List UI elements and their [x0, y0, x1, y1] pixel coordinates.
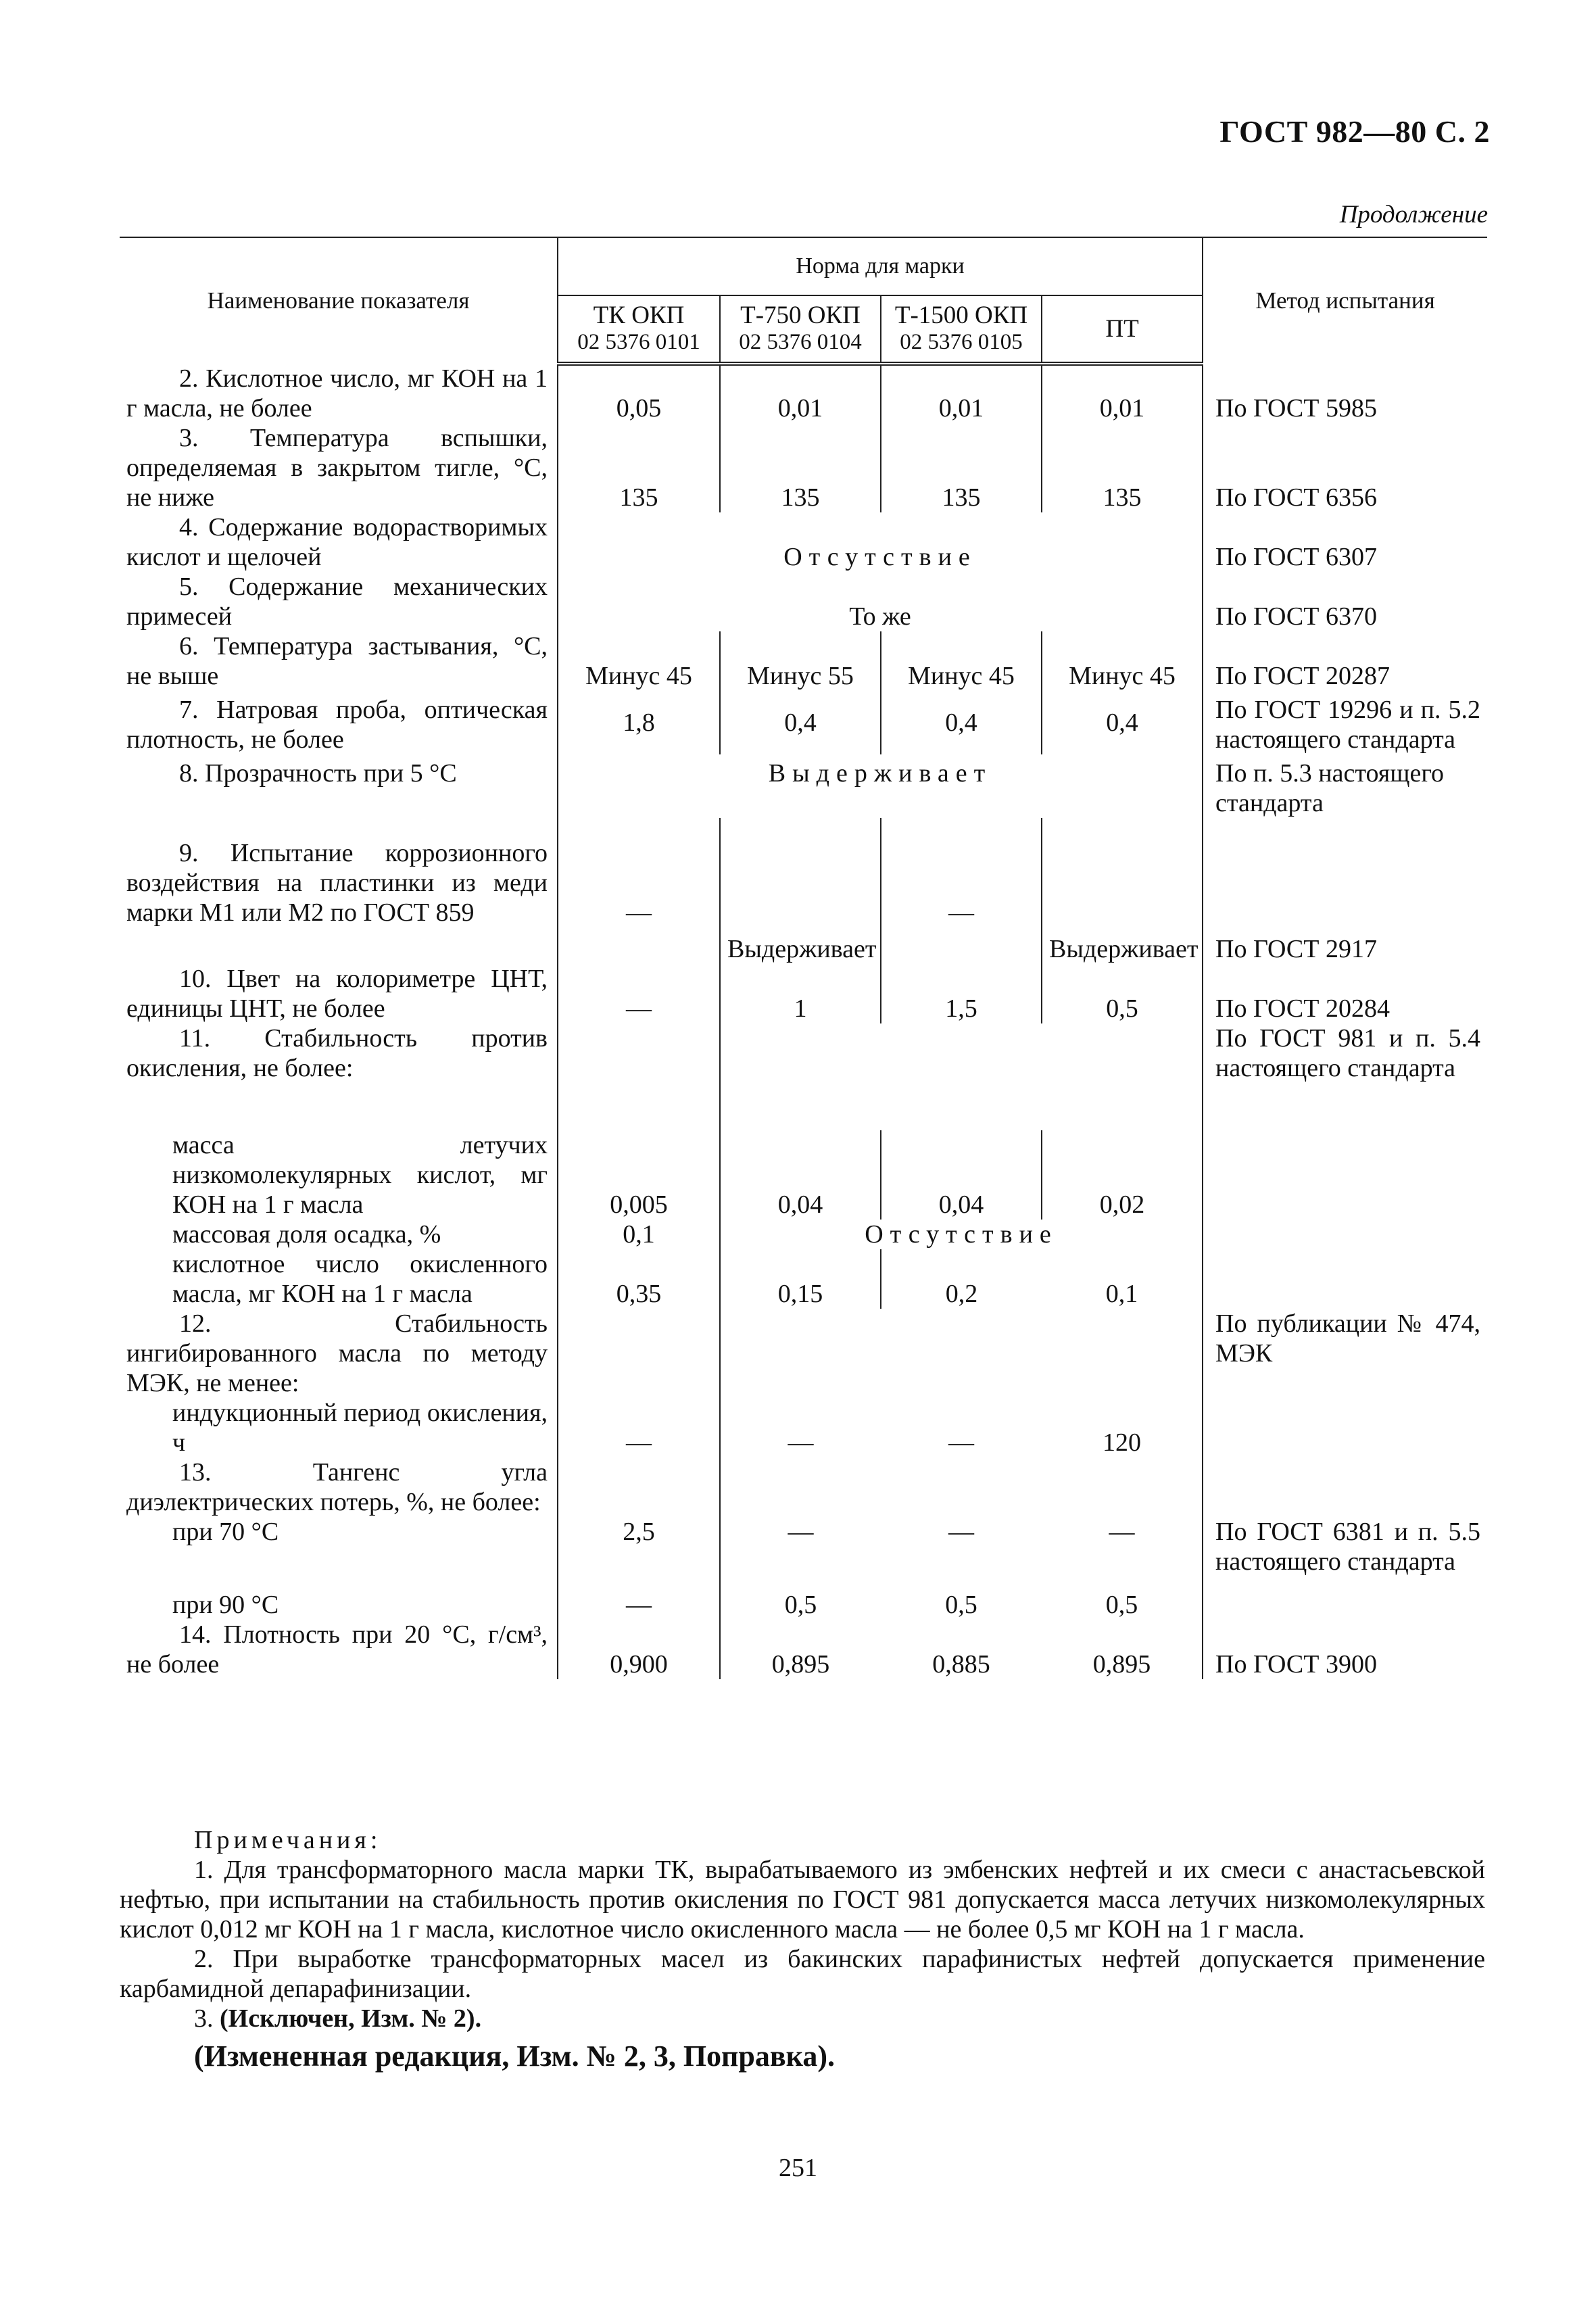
value-t1500: — [881, 818, 1042, 964]
test-method: По ГОСТ 3900 [1203, 1620, 1487, 1679]
value-pt: Выдерживает [1042, 818, 1203, 964]
note-1: 1. Для трансформаторного масла марки ТК, вырабатываемого из эмбенских нефтей и их смеси с анастасьевской нефтью, при испытании на стабильность против окисления по ГОСТ 981 допускается масса летучих низкомолекулярных кислот 0,012 мг КОН на 1 г масла, кислотное число окисленного масла — не более 0,5 мг КОН на 1 г масла. [120, 1856, 1485, 1944]
table-row [120, 1023, 1487, 1130]
test-method: По ГОСТ 6356 [1203, 423, 1487, 512]
page-number: 251 [779, 2154, 817, 2182]
value-pt: 0,4 [1042, 691, 1203, 754]
document-reference: ГОСТ 982—80 С. 2 [1219, 114, 1490, 149]
indicator-name: 14. Плотность при 20 °С, г/см³, не более [126, 1620, 548, 1679]
value-tk: 0,35 [558, 1249, 720, 1309]
indicator-name: 12. Стабильность ингибированного масла по методу МЭК, не менее: [126, 1309, 548, 1397]
grade-header-t1500: Т-1500 ОКП 02 5376 0105 [881, 295, 1042, 364]
indicator-name: индукционный период окисления, ч [172, 1399, 548, 1457]
value-tk: 0,05 [558, 364, 720, 423]
value-pt: 0,5 [1105, 1591, 1138, 1619]
value-t750: — [720, 1517, 881, 1590]
value-t1500: Минус 45 [881, 631, 1042, 691]
table-row [120, 1457, 1487, 1517]
test-method: По п. 5.3 настоящего стандарта [1203, 754, 1487, 818]
value-pt: 0,02 [1042, 1130, 1203, 1220]
table-row [120, 631, 1487, 691]
value-tk: — [558, 1398, 720, 1457]
table-row [120, 691, 1487, 754]
col-header-name: Наименование показателя [120, 237, 558, 364]
value-t1500: 1,5 [881, 964, 1042, 1023]
value-t1500: 0,4 [881, 691, 1042, 754]
test-method: По ГОСТ 19296 и п. 5.2 настоящего стандарта [1203, 691, 1487, 754]
value-tk: — [558, 1590, 720, 1620]
value-pt: Минус 45 [1042, 631, 1203, 691]
value-t750: 0,5 [720, 1590, 881, 1620]
table-row [120, 1517, 1487, 1590]
notes-section [120, 1825, 1485, 2071]
value-pt: 120 [1103, 1428, 1142, 1457]
col-header-method: Метод испытания [1203, 237, 1487, 364]
note-2: 2. При выработке трансформаторных масел из бакинских парафинистых нефтей допускается применение карбамидной депарафинизации. [120, 1945, 1485, 2003]
value-tk: — [558, 964, 720, 1023]
specification-table [120, 237, 1487, 1679]
indicator-name: при 70 °С [172, 1518, 279, 1546]
value-t1500: — [948, 1518, 974, 1546]
value-t750: 135 [720, 423, 881, 512]
test-method: По ГОСТ 20284 [1203, 964, 1487, 1023]
value-t750: 0,895 [720, 1620, 881, 1679]
indicator-name: 11. Стабильность против окисления, не более: [126, 1024, 548, 1082]
col-header-norm: Норма для марки [558, 237, 1203, 295]
table-row [120, 512, 1487, 572]
merged-value: То же [558, 572, 1203, 631]
value-t750: 0,15 [720, 1249, 881, 1309]
table-row [120, 1590, 1487, 1620]
value-tk: — [558, 818, 720, 964]
indicator-name: масса летучих низкомолекулярных кислот, мг КОН на 1 г масла [172, 1131, 548, 1219]
value-t750: 1 [720, 964, 881, 1023]
value-t750: Выдерживает [720, 818, 881, 964]
value-t1500: 0,01 [881, 364, 1042, 423]
indicator-name: 6. Температура застывания, °С, не выше [126, 632, 548, 690]
table-row [120, 1309, 1487, 1398]
table-row [120, 1398, 1487, 1457]
value-t750: — [720, 1398, 881, 1457]
value-t1500: — [948, 1428, 974, 1457]
amendment-note: (Измененная редакция, Изм. № 2, 3, Поправка). [194, 2040, 835, 2073]
grade-header-t750: Т-750 ОКП 02 5376 0104 [720, 295, 881, 364]
test-method: По публикации № 474, МЭК [1203, 1309, 1487, 1398]
indicator-name: 2. Кислотное число, мг КОН на 1 г масла, не более [126, 364, 548, 423]
value-pt: 0,5 [1042, 964, 1203, 1023]
merged-value: Выдерживает [558, 754, 1203, 818]
indicator-name: кислотное число окисленного масла, мг КОН на 1 г масла [172, 1250, 548, 1308]
indicator-name: 13. Тангенс угла диэлектрических потерь, %, не более: [126, 1458, 548, 1516]
table-row [120, 754, 1487, 818]
test-method: По ГОСТ 6381 и п. 5.5 настоящего стандарта [1203, 1517, 1487, 1590]
value-pt: 0,01 [1042, 364, 1203, 423]
value-tk: Минус 45 [558, 631, 720, 691]
test-method: По ГОСТ 981 и п. 5.4 настоящего стандарта [1203, 1023, 1487, 1130]
table-row [120, 1620, 1487, 1679]
indicator-name: 4. Содержание водорастворимых кислот и щелочей [126, 513, 548, 571]
table-row [120, 1249, 1487, 1309]
indicator-name: 9. Испытание коррозионного воздействия на пластинки из меди марки М1 или М2 по ГОСТ 859 [126, 839, 548, 927]
test-method: По ГОСТ 20287 [1203, 631, 1487, 691]
value-tk: 135 [558, 423, 720, 512]
value-t750: 0,4 [720, 691, 881, 754]
value-t1500: 135 [881, 423, 1042, 512]
table-row [120, 1130, 1487, 1220]
table-row [120, 423, 1487, 512]
value-t750: 0,01 [720, 364, 881, 423]
value-pt: 0,895 [1092, 1650, 1151, 1679]
value-t1500: 0,04 [881, 1130, 1042, 1220]
merged-value: Отсутствие [720, 1220, 1203, 1249]
test-method: По ГОСТ 6307 [1203, 512, 1487, 572]
table-row [120, 818, 1487, 964]
indicator-name: массовая доля осадка, % [172, 1220, 441, 1249]
test-method: По ГОСТ 2917 [1203, 818, 1487, 964]
note-3: 3. (Исключен, Изм. № 2). [194, 2004, 482, 2033]
indicator-name: 8. Прозрачность при 5 °С [179, 759, 457, 788]
continuation-label: Продолжение [1339, 201, 1488, 228]
indicator-name: 7. Натровая проба, оптическая плотность, не более [126, 696, 548, 754]
test-method: По ГОСТ 5985 [1203, 364, 1487, 423]
grade-header-tk: ТК ОКП 02 5376 0101 [558, 295, 720, 364]
value-tk: 0,005 [558, 1130, 720, 1220]
indicator-name: 10. Цвет на колориметре ЦНТ, единицы ЦНТ, не более [126, 965, 548, 1023]
table-row [120, 1220, 1487, 1249]
value-tk: 1,8 [558, 691, 720, 754]
value-t750: Минус 55 [720, 631, 881, 691]
table-row [120, 964, 1487, 1023]
test-method: По ГОСТ 6370 [1203, 572, 1487, 631]
indicator-name: 5. Содержание механических примесей [126, 573, 548, 631]
indicator-name: при 90 °С [172, 1591, 279, 1619]
table-row [120, 364, 1487, 423]
value-t1500: 0,2 [881, 1249, 1042, 1309]
value-t1500: 0,885 [932, 1650, 990, 1679]
value-tk: 0,1 [558, 1220, 720, 1249]
indicator-name: 3. Температура вспышки, определяемая в закрытом тигле, °С, не ниже [126, 424, 548, 512]
value-pt: 0,1 [1105, 1280, 1138, 1308]
value-pt: — [1109, 1518, 1135, 1546]
value-tk: 2,5 [558, 1517, 720, 1590]
grade-header-pt: ПТ [1042, 295, 1203, 364]
value-t1500: 0,5 [945, 1591, 977, 1619]
notes-title: Примечания: [194, 1826, 382, 1854]
value-t750: 0,04 [720, 1130, 881, 1220]
table-row [120, 572, 1487, 631]
merged-value: Отсутствие [558, 512, 1203, 572]
value-tk: 0,900 [558, 1620, 720, 1679]
value-pt: 135 [1042, 423, 1203, 512]
specification-table-container [120, 237, 1487, 1679]
